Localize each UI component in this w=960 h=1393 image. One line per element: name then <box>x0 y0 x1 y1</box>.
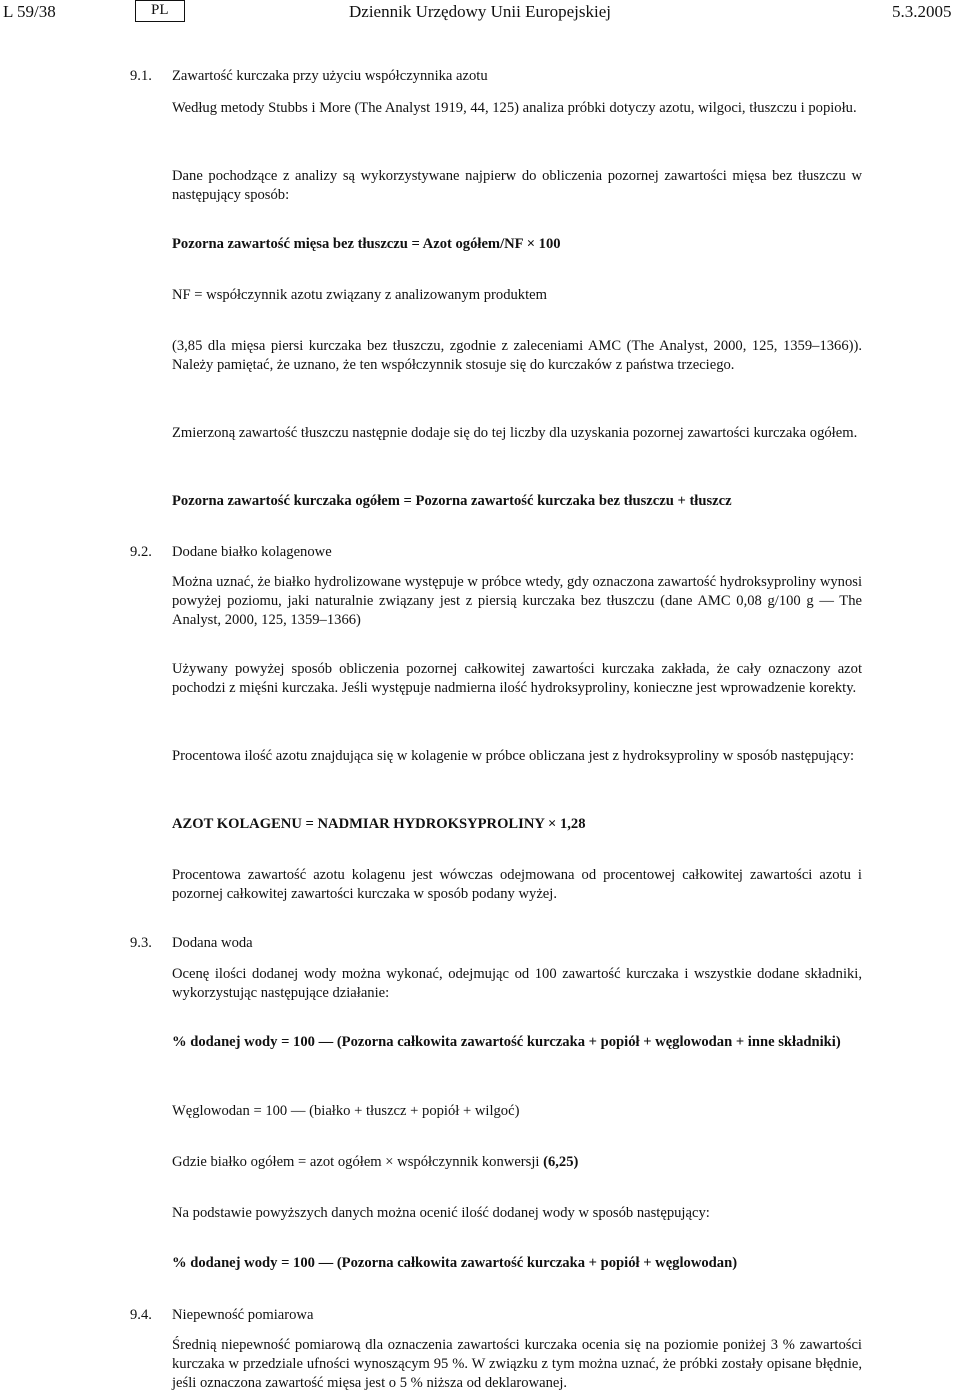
paragraph: NF = współczynnik azotu związany z analizowanym produktem <box>172 287 547 303</box>
paragraph: Według metody Stubbs i More (The Analyst 1919, 44, 125) analiza próbki dotyczy azotu, wilgoci, tłuszczu i popiołu. <box>172 100 857 116</box>
section-number: 9.3. <box>130 935 152 951</box>
conversion-factor: (6,25) <box>543 1154 579 1170</box>
formula: % dodanej wody = 100 — (Pozorna całkowita zawartość kurczaka + popiół + węglowodan + inne składniki) <box>172 1034 841 1050</box>
section-number: 9.1. <box>130 68 152 84</box>
paragraph: Dane pochodzące z analizy są wykorzystywane najpierw do obliczenia pozornej zawartości mięsa bez tłuszczu w następujący sposób: <box>172 168 862 203</box>
journal-title: Dziennik Urzędowy Unii Europejskiej <box>349 2 612 21</box>
paragraph: (3,85 dla mięsa piersi kurczaka bez tłuszczu, zgodnie z zaleceniami AMC (The Analyst, 2000, 125, 1359–1366)). Należy pamiętać, że uznano, że ten współczynnik stosuje się do kurczaków z państwa trzeciego. <box>172 338 862 373</box>
paragraph: Średnią niepewność pomiarową dla oznaczenia zawartości kurczaka ocenia się na poziomie poniżej 3 % zawartości kurczaka w przedziale ufności wynoszącym 95 %. W związku z tym można uznać, że próbki zostały opisane błędnie, jeśli oznaczona zawartość mięsa jest o 5 % niższa od deklarowanej. <box>172 1337 862 1391</box>
section-number: 9.2. <box>130 544 152 560</box>
paragraph: Na podstawie powyższych danych można ocenić ilość dodanej wody w sposób następujący: <box>172 1205 710 1221</box>
section-title: Dodana woda <box>172 935 253 951</box>
section-title: Zawartość kurczaka przy użyciu współczynnika azotu <box>172 68 488 84</box>
paragraph: Używany powyżej sposób obliczenia pozornej całkowitej zawartości kurczaka zakłada, że cały oznaczony azot pochodzi z mięśni kurczaka. Jeśli występuje nadmierna ilość hydroksyproliny, konieczne jest wprowadzenie korekty. <box>172 661 862 696</box>
formula: Pozorna zawartość mięsa bez tłuszczu = Azot ogółem/NF × 100 <box>172 236 561 252</box>
formula: AZOT KOLAGENU = NADMIAR HYDROKSYPROLINY × 1,28 <box>172 816 586 832</box>
paragraph-text: Gdzie białko ogółem = azot ogółem × współczynnik konwersji <box>172 1154 544 1170</box>
paragraph <box>172 1153 862 1172</box>
formula: Pozorna zawartość kurczaka ogółem = Pozorna zawartość kurczaka bez tłuszczu + tłuszcz <box>172 493 732 509</box>
paragraph: Procentowa ilość azotu znajdująca się w kolagenie w próbce obliczana jest z hydroksyproliny w sposób następujący: <box>172 748 855 764</box>
paragraph: Można uznać, że białko hydrolizowane występuje w próbce wtedy, gdy oznaczona zawartość hydroksyproliny wynosi powyżej poziomu, jaki naturalnie związany jest z piersią kurczaka bez tłuszczu (dane AMC 0,08 g/100 g — The Analyst, 2000, 125, 1359–1366) <box>172 574 863 628</box>
section-title: Dodane białko kolagenowe <box>172 544 332 560</box>
formula: % dodanej wody = 100 — (Pozorna całkowita zawartość kurczaka + popiół + węglowodan) <box>172 1255 738 1271</box>
paragraph: Zmierzoną zawartość tłuszczu następnie dodaje się do tej liczby dla uzyskania pozornej zawartości kurczaka ogółem. <box>172 425 858 441</box>
paragraph: Procentowa zawartość azotu kolagenu jest wówczas odejmowana od procentowej całkowitej zawartości azotu i pozornej całkowitej zawartości kurczaka w sposób podany wyżej. <box>172 867 862 902</box>
issue-date: 5.3.2005 <box>892 2 952 21</box>
section-number: 9.4. <box>130 1307 152 1323</box>
language-badge: PL <box>151 2 169 18</box>
page-header <box>0 0 960 30</box>
paragraph: Ocenę ilości dodanej wody można wykonać, odejmując od 100 zawartość kurczaka i wszystkie dodane składniki, wykorzystując następujące działanie: <box>172 966 862 1001</box>
page-reference: L 59/38 <box>3 2 56 21</box>
paragraph: Węglowodan = 100 — (białko + tłuszcz + popiół + wilgoć) <box>172 1103 520 1119</box>
section-title: Niepewność pomiarowa <box>172 1307 314 1323</box>
